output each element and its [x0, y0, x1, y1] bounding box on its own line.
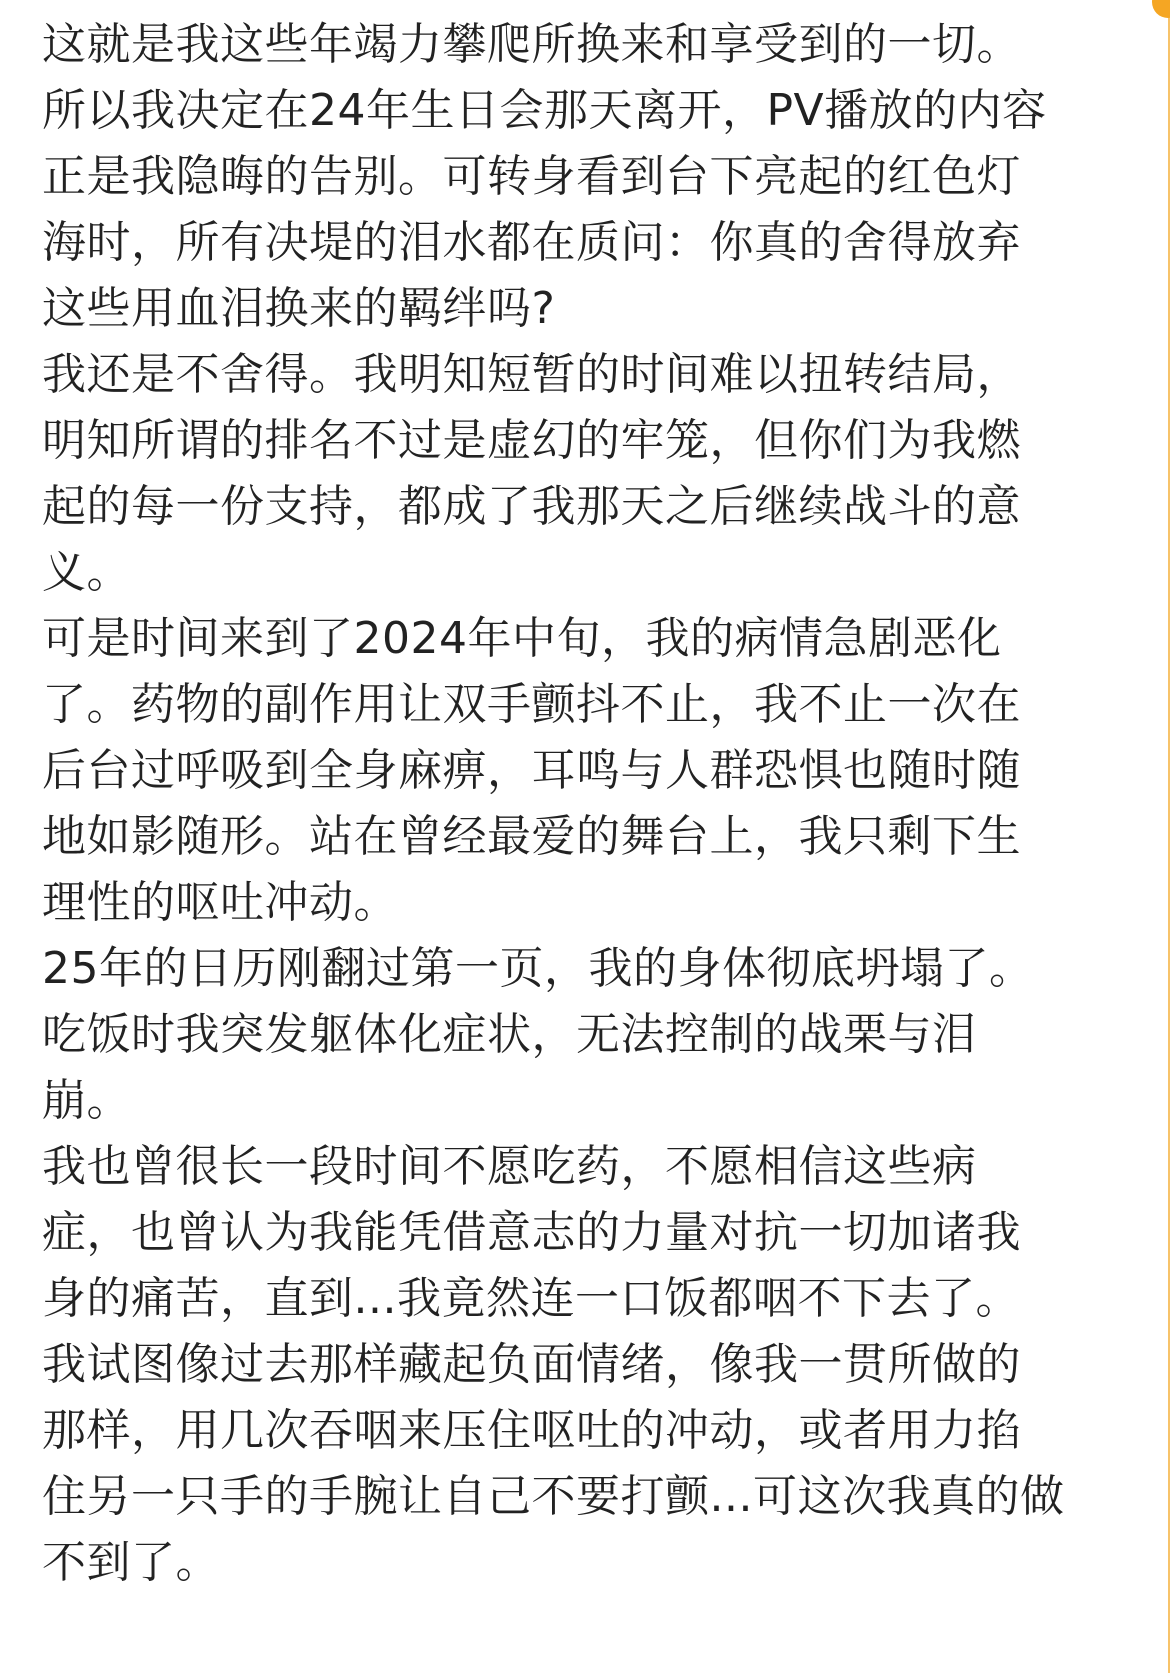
post-line: 可是时间来到了2024年中旬，我的病情急剧恶化 [42, 613, 1002, 664]
post-line: 崩。 [42, 1075, 131, 1126]
post-line: 这就是我这些年竭力攀爬所换来和享受到的一切。 [42, 19, 1021, 70]
post-line: 我也曾很长一段时间不愿吃药，不愿相信这些病 [42, 1141, 977, 1192]
post-line: 海时，所有决堤的泪水都在质问：你真的舍得放弃 [42, 217, 1021, 268]
post-line: 那样，用几次吞咽来压住呕吐的冲动，或者用力掐 [42, 1405, 1021, 1456]
post-line: 起的每一份支持，都成了我那天之后继续战斗的意 [42, 481, 1021, 532]
post-line: 住另一只手的手腕让自己不要打颤...可这次我真的做 [42, 1471, 1065, 1522]
post-line: 我试图像过去那样藏起负面情绪，像我一贯所做的 [42, 1339, 1021, 1390]
post-line: 吃饭时我突发躯体化症状，无法控制的战栗与泪 [42, 1009, 977, 1060]
post-line: 地如影随形。站在曾经最爱的舞台上，我只剩下生 [42, 811, 1021, 862]
post-line: 25年的日历刚翻过第一页，我的身体彻底坍塌了。 [42, 943, 1034, 994]
corner-badge-icon [1152, 0, 1170, 18]
post-line: 不到了。 [42, 1537, 220, 1588]
post-line: 身的痛苦，直到...我竟然连一口饭都咽不下去了。 [42, 1273, 1020, 1324]
post-line: 后台过呼吸到全身麻痹，耳鸣与人群恐惧也随时随 [42, 745, 1021, 796]
post-line: 我还是不舍得。我明知短暂的时间难以扭转结局， [42, 349, 1021, 400]
post-line: 理性的呕吐冲动。 [42, 877, 398, 928]
post-line: 所以我决定在24年生日会那天离开，PV播放的内容 [42, 85, 1047, 136]
post-line: 症，也曾认为我能凭借意志的力量对抗一切加诸我 [42, 1207, 1021, 1258]
post-line: 义。 [42, 547, 131, 598]
post-line: 正是我隐晦的告别。可转身看到台下亮起的红色灯 [42, 151, 1021, 202]
post-body [42, 12, 1132, 1596]
post-line: 这些用血泪换来的羁绊吗? [42, 283, 556, 334]
post-line: 明知所谓的排名不过是虚幻的牢笼，但你们为我燃 [42, 415, 1021, 466]
post-line: 了。药物的副作用让双手颤抖不止，我不止一次在 [42, 679, 1021, 730]
